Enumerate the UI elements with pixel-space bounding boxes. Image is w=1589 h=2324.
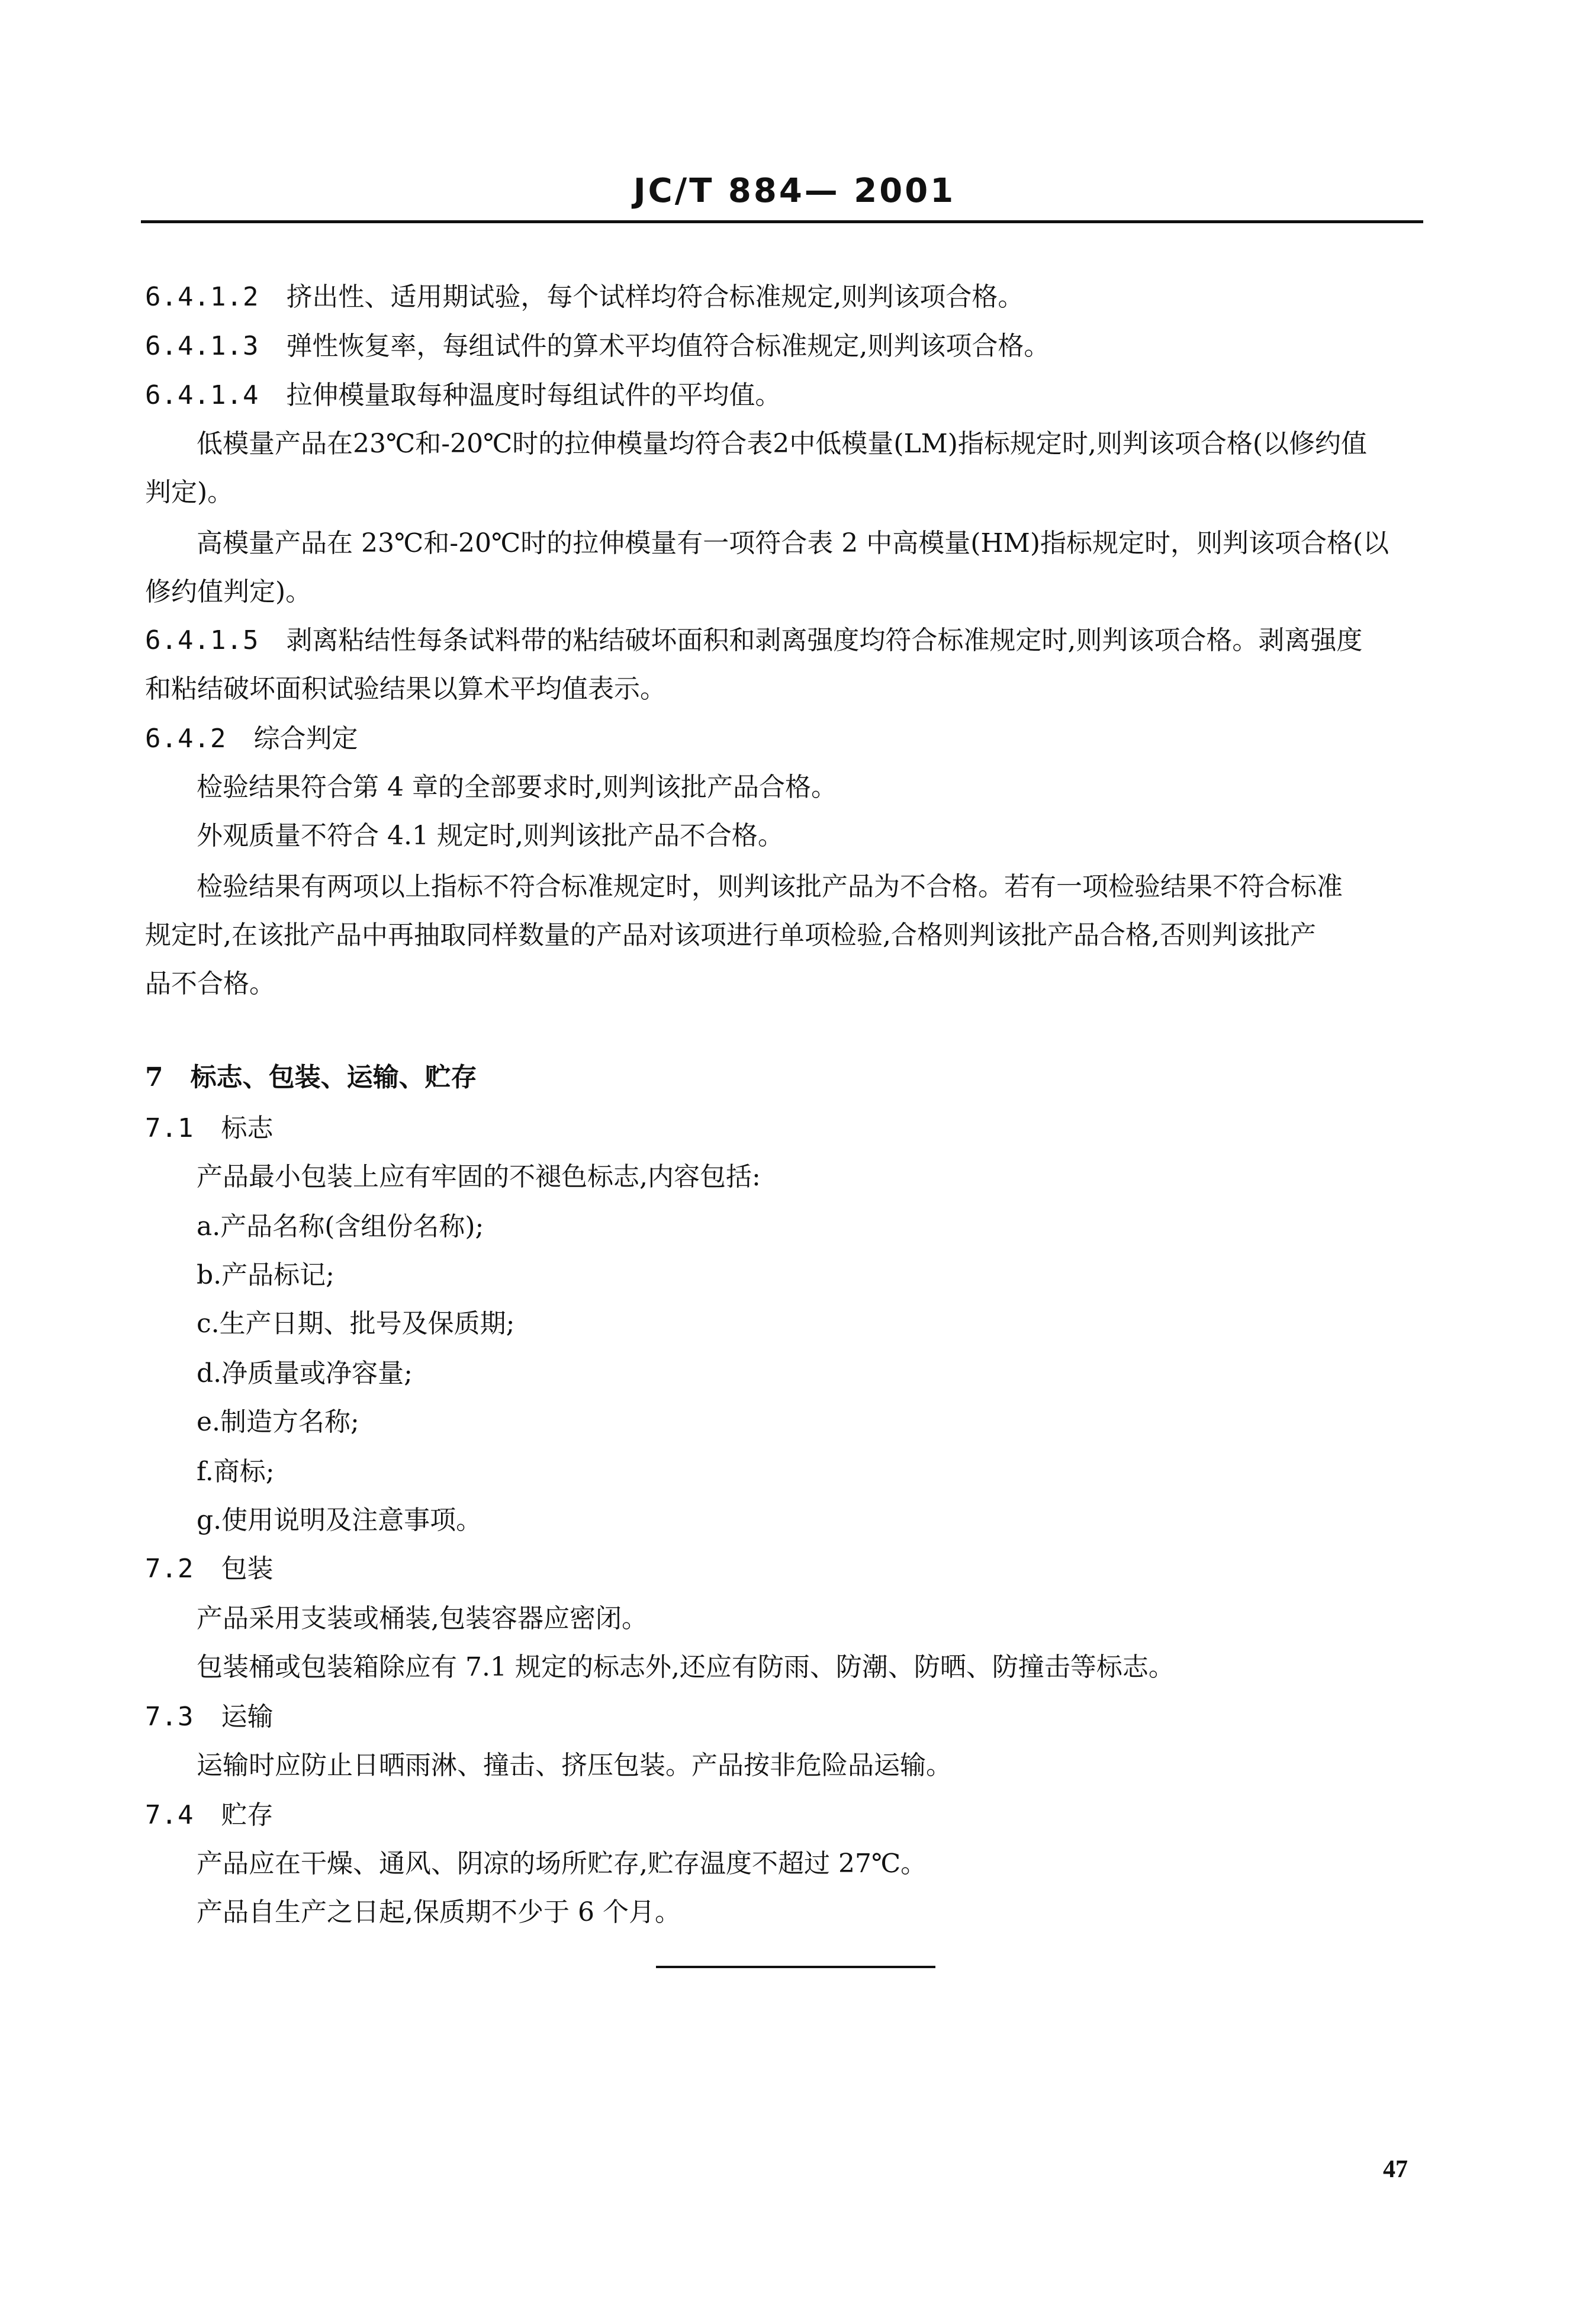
clause-text: 拉伸模量取每种温度时每组试件的平均值。 bbox=[286, 380, 781, 410]
clause-text: 弹性恢复率，每组试件的算术平均值符合标准规定,则判该项合格。 bbox=[286, 331, 1050, 361]
list-item: a.产品名称(含组份名称); bbox=[197, 1211, 484, 1242]
end-of-standard-rule bbox=[656, 1966, 935, 1968]
clause-6-4-1-4 bbox=[145, 378, 781, 413]
clause-6-4-1-3 bbox=[145, 329, 1050, 364]
clause-number: 7.3 bbox=[145, 1702, 194, 1732]
list-item: f.商标; bbox=[197, 1457, 275, 1487]
clause-number: 6.4.1.3 bbox=[145, 331, 259, 361]
clause-7-3-heading bbox=[145, 1699, 273, 1735]
clause-title: 贮存 bbox=[221, 1800, 274, 1830]
clause-number: 6.4.1.5 bbox=[145, 625, 259, 655]
clause-7-3-p1: 运输时应防止日晒雨淋、撞击、挤压包装。产品按非危险品运输。 bbox=[197, 1750, 952, 1780]
paragraph-low-modulus-line1: 低模量产品在23℃和-20℃时的拉伸模量均符合表2中低模量(LM)指标规定时,则判该项合格(以修约值 bbox=[197, 429, 1368, 459]
clause-7-1-intro: 产品最小包装上应有牢固的不褪色标志,内容包括: bbox=[197, 1162, 761, 1192]
page-number: 47 bbox=[1383, 2156, 1408, 2183]
clause-6-4-1-2 bbox=[145, 279, 1024, 315]
section-number: 7 bbox=[145, 1062, 163, 1092]
clause-6-4-2-p2: 外观质量不符合 4.1 规定时,则判该批产品不合格。 bbox=[197, 821, 784, 851]
clause-text: 挤出性、适用期试验，每个试样均符合标准规定,则判该项合格。 bbox=[286, 282, 1024, 312]
clause-7-4-p1: 产品应在干燥、通风、阴凉的场所贮存,贮存温度不超过 27℃。 bbox=[197, 1849, 927, 1879]
clause-6-4-1-5-line1 bbox=[145, 623, 1362, 658]
list-item: g.使用说明及注意事项。 bbox=[197, 1505, 483, 1535]
clause-6-4-2-p3-line2: 规定时,在该批产品中再抽取同样数量的产品对该项进行单项检验,合格则判该批产品合格,否则判该批产 bbox=[145, 920, 1316, 950]
clause-title: 综合判定 bbox=[253, 724, 358, 754]
clause-number: 6.4.2 bbox=[145, 724, 227, 754]
clause-7-1-heading bbox=[145, 1111, 273, 1146]
list-item: d.净质量或净容量; bbox=[197, 1358, 413, 1388]
header-rule bbox=[141, 220, 1423, 223]
clause-7-4-p2: 产品自生产之日起,保质期不少于 6 个月。 bbox=[197, 1897, 681, 1927]
clause-6-4-2-heading bbox=[145, 721, 358, 757]
list-item: e.制造方名称; bbox=[197, 1407, 359, 1437]
clause-text: 剥离粘结性每条试料带的粘结破坏面积和剥离强度均符合标准规定时,则判该项合格。剥离强度 bbox=[286, 625, 1363, 655]
clause-title: 运输 bbox=[221, 1702, 274, 1732]
clause-7-2-p2: 包装桶或包装箱除应有 7.1 规定的标志外,还应有防雨、防潮、防晒、防撞击等标志。 bbox=[197, 1652, 1175, 1682]
clause-number: 6.4.1.2 bbox=[145, 282, 259, 312]
standard-code-header: JC/T 884— 2001 bbox=[633, 172, 956, 210]
clause-title: 标志 bbox=[221, 1113, 274, 1143]
clause-number: 7.2 bbox=[145, 1554, 194, 1584]
section-title: 标志、包装、运输、贮存 bbox=[190, 1062, 477, 1092]
clause-number: 7.1 bbox=[145, 1113, 194, 1143]
clause-6-4-2-p1: 检验结果符合第 4 章的全部要求时,则判该批产品合格。 bbox=[197, 772, 837, 802]
clause-7-4-heading bbox=[145, 1798, 273, 1833]
clause-6-4-1-5-line2: 和粘结破坏面积试验结果以算术平均值表示。 bbox=[145, 674, 666, 704]
paragraph-high-modulus-line2: 修约值判定)。 bbox=[145, 577, 312, 607]
clause-6-4-2-p3-line3: 品不合格。 bbox=[145, 969, 275, 999]
clause-7-2-p1: 产品采用支装或桶装,包装容器应密闭。 bbox=[197, 1603, 648, 1634]
clause-7-2-heading bbox=[145, 1551, 273, 1587]
list-item: c.生产日期、批号及保质期; bbox=[197, 1309, 515, 1339]
clause-number: 6.4.1.4 bbox=[145, 380, 259, 410]
paragraph-high-modulus-line1: 高模量产品在 23℃和-20℃时的拉伸模量有一项符合表 2 中高模量(HM)指标规定时，则判该项合格(以 bbox=[197, 528, 1389, 558]
clause-number: 7.4 bbox=[145, 1800, 194, 1830]
clause-6-4-2-p3-line1: 检验结果有两项以上指标不符合标准规定时，则判该批产品为不合格。若有一项检验结果不符合标准 bbox=[197, 872, 1343, 902]
section-7-heading bbox=[145, 1060, 477, 1095]
paragraph-low-modulus-line2: 判定)。 bbox=[145, 477, 234, 507]
clause-title: 包装 bbox=[221, 1554, 274, 1584]
list-item: b.产品标记; bbox=[197, 1260, 334, 1290]
